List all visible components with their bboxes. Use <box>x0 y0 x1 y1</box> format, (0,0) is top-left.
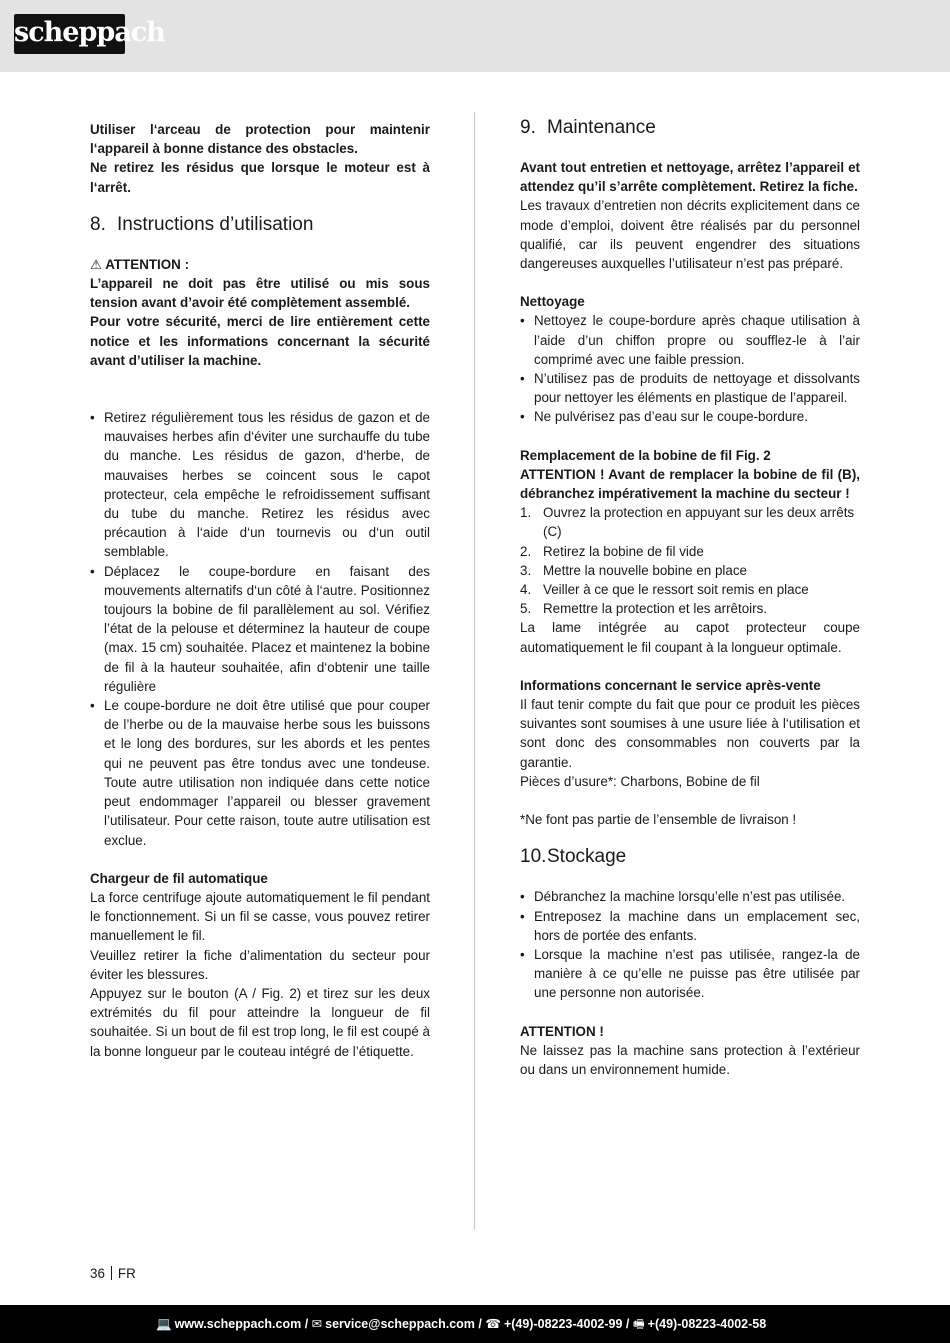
attention-label: ATTENTION : <box>105 256 190 272</box>
nettoyage-bullet-list <box>520 311 860 426</box>
footer-email-link[interactable]: service@scheppach.com / <box>325 1317 482 1331</box>
left-column <box>90 120 430 1061</box>
attention-2-label: ATTENTION ! <box>520 1023 604 1039</box>
computer-icon: 💻 <box>156 1317 172 1331</box>
list-item: • Le coupe-bordure ne doit être utilisé que pour couper de l’herbe ou de la mauvaise herbe sous les buissons et le long des bordures, sur les abords et les pentes qui ne peuvent pas être tondus avec une tondeuse. Toute autre utilisation non indiquée dans cette notice peut endommager l’appareil ou blesser gravement l’utilisateur. Pour cette raison, toute autre utilisation est exclue. <box>90 696 430 850</box>
list-item: • N’utilisez pas de produits de nettoyage et dissolvants pour nettoyer les éléments en plastique de l’appareil. <box>520 369 860 407</box>
list-item <box>520 561 860 580</box>
step-number: 4. <box>520 582 532 598</box>
section-10-number: 10. <box>520 846 547 868</box>
section-8-heading <box>90 213 430 237</box>
service-heading: Informations concernant le service après-vente <box>520 677 821 693</box>
section-10-heading <box>520 845 860 869</box>
attention-2-text: Ne laissez pas la machine sans protection à l’extérieur ou dans un environnement humide. <box>520 1042 860 1077</box>
usage-bullet-list <box>90 408 430 850</box>
bobine-steps-list <box>520 503 860 618</box>
list-item: • Entreposez la machine dans un emplacement sec, hors de portée des enfants. <box>520 907 860 945</box>
step-text: Veiller à ce que le ressort soit remis en place <box>543 582 809 598</box>
section-10-title: Stockage <box>547 846 627 868</box>
service-paragraph: Il faut tenir compte du fait que pour ce produit les pièces suivantes sont soumises à une usure liée à l‘utilisation et sont donc des consommables non couverts par la garantie. <box>520 697 860 770</box>
stockage-bullet-list <box>520 887 860 1002</box>
list-item: • Ne pulvérisez pas d’eau sur le coupe-bordure. <box>520 407 860 426</box>
section-9-number: 9. <box>520 117 536 138</box>
maintenance-warning: Avant tout entretien et nettoyage, arrêtez l’appareil et attendez qu’il s’arrête complètement. Retirez la fiche. <box>520 160 860 195</box>
step-number: 2. <box>520 543 532 559</box>
list-item: • Déplacez le coupe-bordure en faisant des mouvements alternatifs d‘un côté à l‘autre. Positionnez toujours la bobine de fil parallèlement au sol. Vérifiez l’état de la pelouse et déterminez la hauteur de coupe (max. 15 cm) souhaitée. Placez et maintenez la bobine de fil à la hauteur souhaitée, afin d‘obtenir une taille régulière <box>90 562 430 696</box>
column-divider <box>474 112 475 1230</box>
step-text: Ouvrez la protection en appuyant sur les deux arrêts (C) <box>543 505 855 540</box>
step-number: 3. <box>520 562 532 578</box>
intro-line-2: Ne retirez les résidus que lorsque le moteur est à l‘arrêt. <box>90 160 430 195</box>
step-text: Retirez la bobine de fil vide <box>543 543 704 559</box>
list-item <box>520 542 860 561</box>
footer-contact <box>156 1305 766 1343</box>
chargeur-paragraph-3: Appuyez sur le bouton (A / Fig. 2) et tirez sur les deux extrémités du fil pour atteindre la longueur de fil souhaitée. Si un bout de fil est trop long, le fil est coupé à la bonne longueur par le couteau intégré de l’étiquette. <box>90 985 430 1059</box>
page-language: FR <box>117 1266 136 1281</box>
right-column <box>520 116 860 1079</box>
page-number-value: 36 <box>90 1266 105 1281</box>
footer-fax: +(49)-08223-4002-58 <box>647 1317 767 1331</box>
list-item <box>520 503 860 541</box>
attention-text-2: Pour votre sécurité, merci de lire entièrement cette notice et les informations concernant la sécurité avant d’utiliser la machine. <box>90 314 430 368</box>
footer-website-link[interactable]: www.scheppach.com / <box>174 1317 309 1331</box>
section-9-title: Maintenance <box>547 117 656 138</box>
list-item <box>520 580 860 599</box>
delivery-note: *Ne font pas partie de l’ensemble de livraison ! <box>520 812 797 828</box>
chargeur-paragraph-2: Veuillez retirer la fiche d’alimentation du secteur pour éviter les blessures. <box>90 947 430 982</box>
list-item: • Nettoyez le coupe-bordure après chaque utilisation à l’aide d’un chiffon propre ou soufflez-le à l’air comprimé avec une faible pression. <box>520 311 860 369</box>
bobine-attention: ATTENTION ! Avant de remplacer la bobine de fil (B), débranchez impérativement la machine du secteur ! <box>520 466 860 502</box>
page-number <box>90 1265 136 1283</box>
nettoyage-heading: Nettoyage <box>520 294 585 310</box>
bobine-after-text: La lame intégrée au capot protecteur coupe automatiquement le fil coupant à la longueur optimale. <box>520 620 860 655</box>
intro-line-1: Utiliser l‘arceau de protection pour maintenir l‘appareil à bonne distance des obstacles. <box>90 122 430 157</box>
warning-triangle-icon: ⚠ <box>90 256 106 272</box>
section-8-title: Instructions d’utilisation <box>117 213 314 235</box>
chargeur-paragraph-1: La force centrifuge ajoute automatiquement le fil pendant le fonctionnement. Si un fil se casse, vous pouvez retirer manuellement le fil. <box>90 889 430 944</box>
scheppach-logo: scheppach <box>14 14 125 54</box>
step-text: Mettre la nouvelle bobine en place <box>543 562 747 578</box>
phone-icon: ☎ <box>485 1317 501 1331</box>
footer-phone: +(49)-08223-4002-99 / <box>503 1317 630 1331</box>
list-item: • Lorsque la machine n’est pas utilisée, rangez-la de manière à ce qu’elle ne puisse pas être utilisée par une personne non autorisée. <box>520 945 860 1003</box>
fax-icon: 🖷 <box>632 1317 645 1331</box>
chargeur-heading: Chargeur de fil automatique <box>90 870 268 886</box>
page-number-separator <box>111 1266 112 1280</box>
header-bar <box>0 0 950 72</box>
step-text: Remettre la protection et les arrêtoirs. <box>543 601 768 617</box>
list-item: • Retirez régulièrement tous les résidus de gazon et de mauvaises herbes afin d‘éviter une surchauffe du tube du manche. Les résidus de gazon, d‘herbe, de mauvaises herbes se coincent sous le capot protecteur, cela empêche le refroidissement suffisant du tube du manche. Retirez les résidus avec précaution à l‘aide d‘un tournevis ou d‘un outil semblable. <box>90 408 430 562</box>
wear-parts-text: Pièces d’usure*: Charbons, Bobine de fil <box>520 773 760 789</box>
attention-text-1: L’appareil ne doit pas être utilisé ou mis sous tension avant d’avoir été complètement assemblé. <box>90 276 430 311</box>
attention-line <box>90 255 430 274</box>
list-item <box>520 599 860 618</box>
section-8-number: 8. <box>90 213 106 235</box>
section-9-heading <box>520 116 860 140</box>
step-number: 5. <box>520 601 532 617</box>
step-number: 1. <box>520 505 532 521</box>
list-item: • Débranchez la machine lorsqu’elle n’est pas utilisée. <box>520 887 860 906</box>
maintenance-text: Les travaux d’entretien non décrits explicitement dans ce mode d’emploi, doivent être réalisés par du personnel qualifié, car ils peuvent engendrer des situations dangereuses auxquelles l’utilisateur n’est pas préparé. <box>520 198 860 272</box>
footer-bar <box>0 1305 950 1343</box>
mail-icon: ✉ <box>311 1317 323 1331</box>
bobine-heading: Remplacement de la bobine de fil Fig. 2 <box>520 447 771 463</box>
